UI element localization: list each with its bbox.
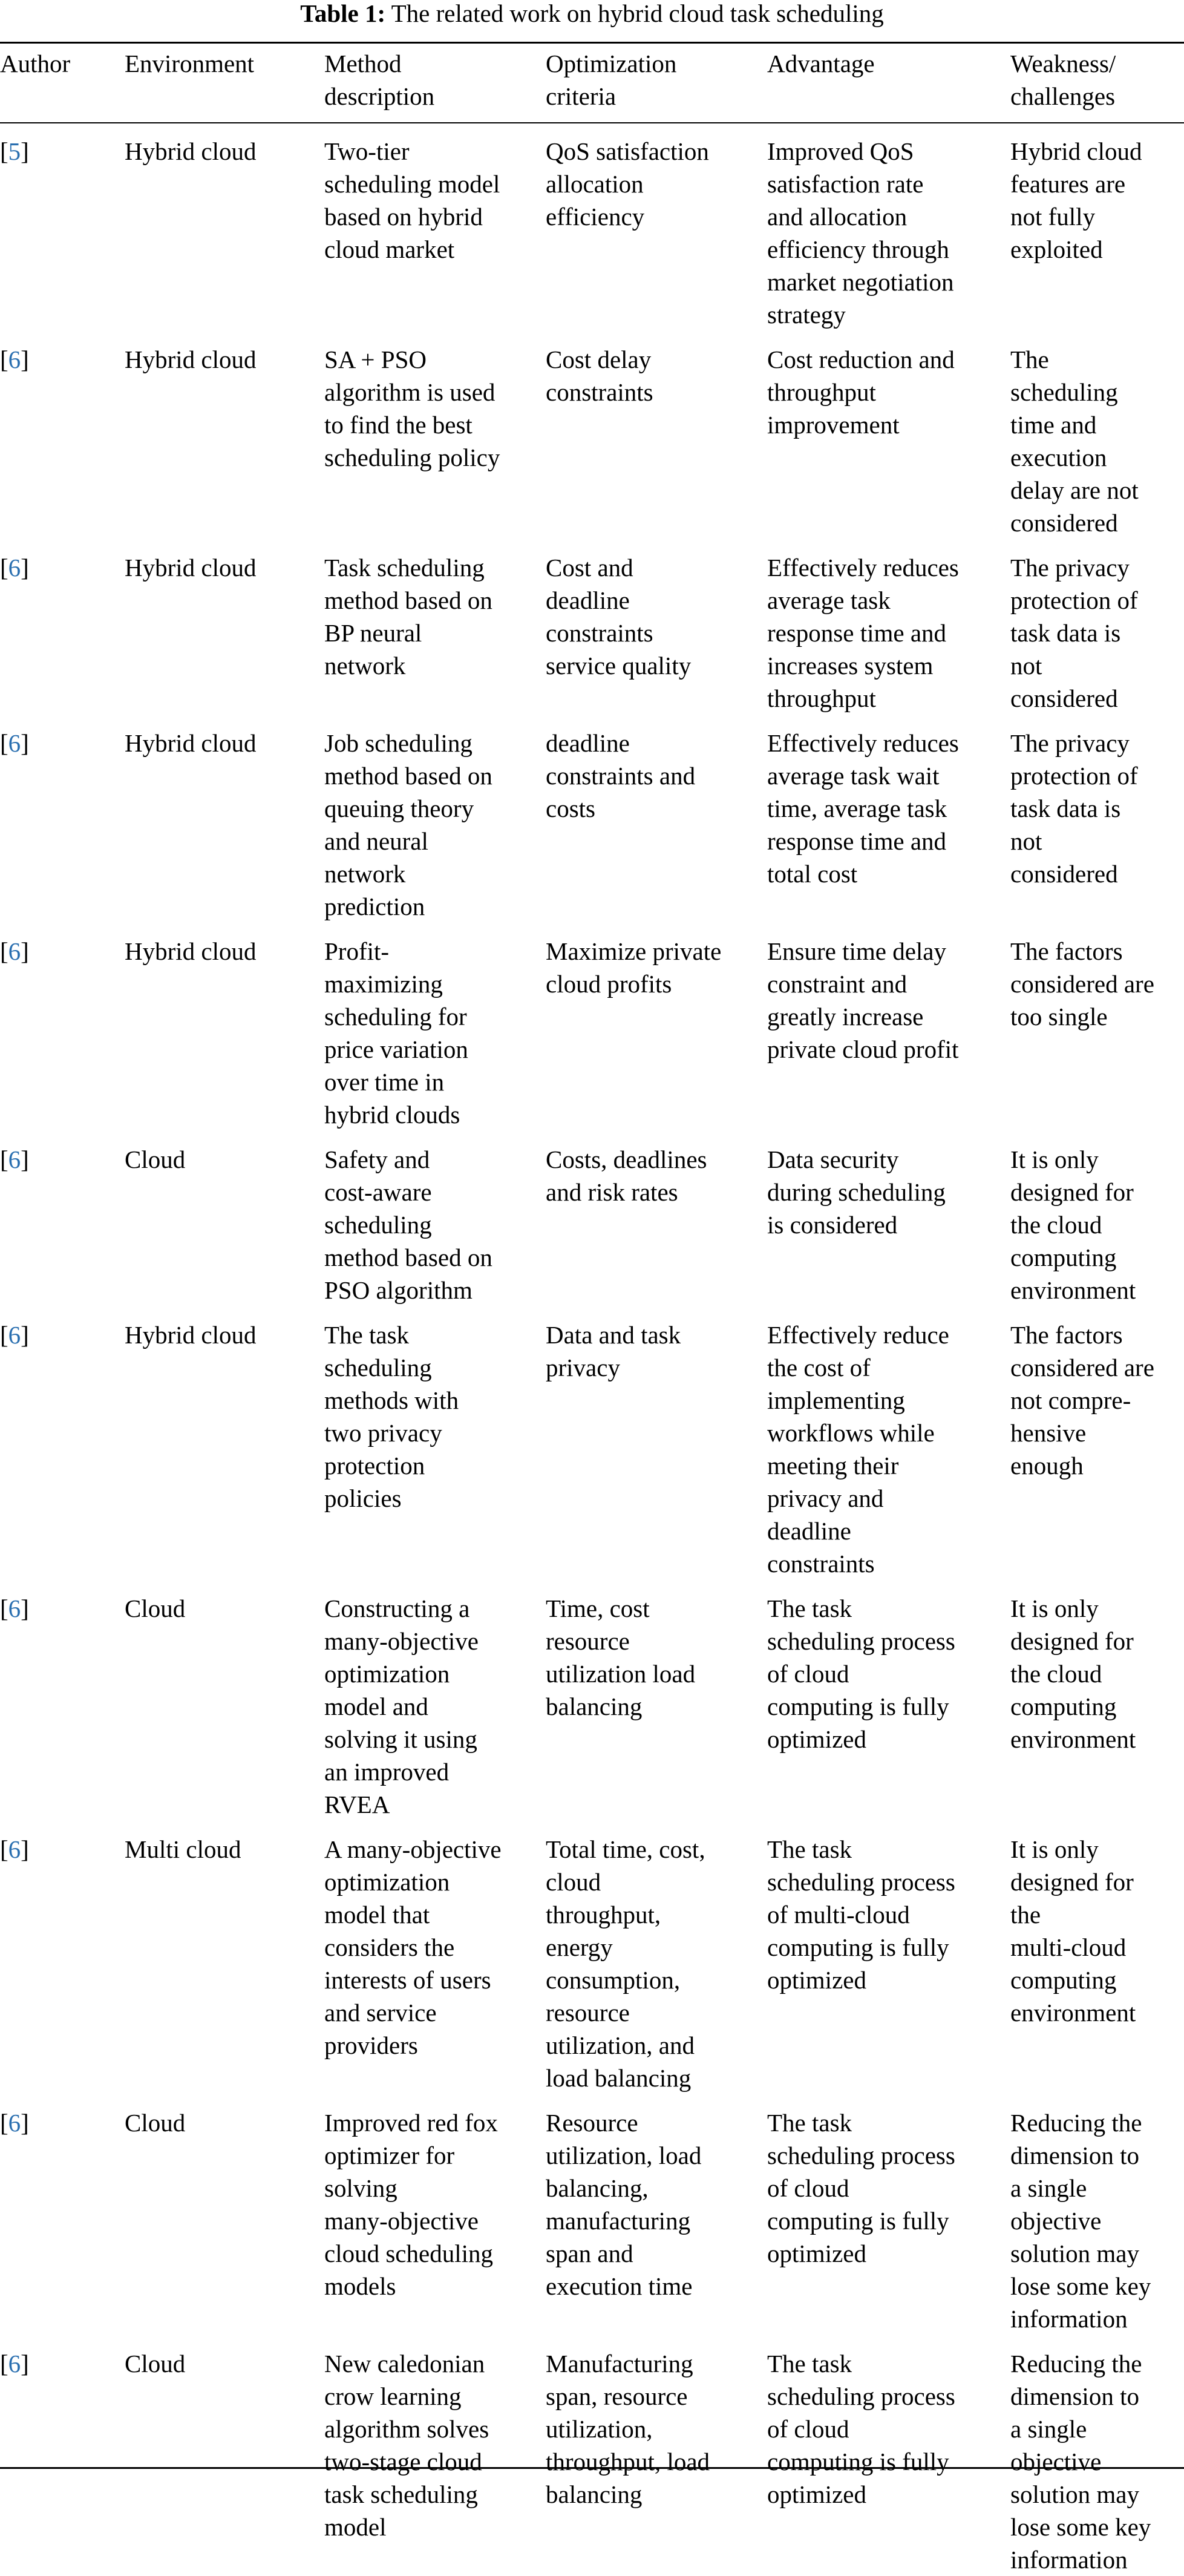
cell-advantage: Improved QoS satisfaction rate and allocation efficiency through market negotiation strategy — [767, 137, 954, 329]
reference-link[interactable]: 6 — [8, 1145, 21, 1173]
cell-advantage: Effectively reduce the cost of implementing workflows while meeting their privacy and deadline constraints — [767, 1321, 949, 1578]
cell-environment: Hybrid cloud — [125, 554, 257, 582]
cell-author: [6] — [0, 1835, 29, 1863]
header-criteria: Optimization criteria — [546, 50, 677, 110]
reference-link[interactable]: 6 — [8, 729, 21, 757]
cell-method: Two-tier scheduling model based on hybrid cloud market — [324, 137, 500, 263]
reference-link[interactable]: 6 — [8, 1321, 21, 1349]
cell-author: [6] — [0, 729, 29, 757]
cell-method: The task scheduling methods with two privacy protection policies — [324, 1321, 459, 1512]
header-author: Author — [0, 50, 71, 77]
cell-environment: Cloud — [125, 1594, 186, 1622]
cell-weakness: The privacy protection of task data is not considered — [1010, 729, 1138, 888]
cell-advantage: Cost reduction and throughput improvement — [767, 346, 955, 439]
cell-method: New caledonian crow learning algorithm solves two-stage cloud task scheduling model — [324, 2350, 489, 2541]
cell-weakness: The factors considered are not compre- hensive enough — [1010, 1321, 1154, 1480]
cell-advantage: Data security during scheduling is considered — [767, 1145, 946, 1239]
cell-weakness: The factors considered are too single — [1010, 937, 1154, 1031]
table-row — [0, 923, 1184, 1131]
cell-advantage: The task scheduling process of cloud computing is fully optimized — [767, 2109, 955, 2267]
table-row — [0, 539, 1184, 715]
cell-advantage: The task scheduling process of multi-cloud computing is fully optimized — [767, 1835, 955, 1994]
cell-method: SA + PSO algorithm is used to find the best scheduling policy — [324, 346, 500, 471]
cell-criteria: Time, cost resource utilization load balancing — [546, 1594, 696, 1720]
cell-method: Improved red fox optimizer for solving many-objective cloud scheduling models — [324, 2109, 498, 2300]
cell-environment: Hybrid cloud — [125, 1321, 257, 1349]
cell-environment: Hybrid cloud — [125, 137, 257, 165]
cell-weakness: Reducing the dimension to a single objective solution may lose some key information — [1010, 2350, 1151, 2574]
cell-criteria: Data and task privacy — [546, 1321, 681, 1381]
cell-criteria: Cost and deadline constraints service quality — [546, 554, 692, 680]
reference-link[interactable]: 6 — [8, 2109, 21, 2137]
cell-advantage: The task scheduling process of cloud computing is fully optimized — [767, 1594, 955, 1753]
table-header-row — [0, 44, 1184, 123]
cell-environment: Cloud — [125, 2109, 186, 2137]
cell-weakness: It is only designed for the cloud computing environment — [1010, 1594, 1136, 1753]
cell-weakness: The privacy protection of task data is not considered — [1010, 554, 1138, 712]
cell-environment: Hybrid cloud — [125, 729, 257, 757]
table-row — [0, 331, 1184, 539]
cell-environment: Hybrid cloud — [125, 346, 257, 373]
table-caption-label: Table 1: — [300, 0, 386, 27]
header-method: Method description — [324, 50, 435, 110]
cell-environment: Cloud — [125, 1145, 186, 1173]
header-environment: Environment — [125, 50, 255, 77]
table-row — [0, 2335, 1184, 2576]
cell-advantage: The task scheduling process of cloud computing is fully optimized — [767, 2350, 955, 2508]
reference-link[interactable]: 5 — [8, 137, 21, 165]
cell-criteria: Manufacturing span, resource utilization, throughput, load balancing — [546, 2350, 710, 2508]
reference-link[interactable]: 6 — [8, 2350, 21, 2378]
cell-weakness: It is only designed for the multi-cloud computing environment — [1010, 1835, 1136, 2027]
related-work-table — [0, 44, 1184, 2576]
header-weakness: Weakness/ challenges — [1010, 50, 1116, 110]
table-row — [0, 123, 1184, 331]
cell-author: [6] — [0, 937, 29, 965]
cell-author: [5] — [0, 137, 29, 165]
cell-environment: Hybrid cloud — [125, 937, 257, 965]
reference-link[interactable]: 6 — [8, 346, 21, 373]
header-advantage: Advantage — [767, 50, 875, 77]
table-row — [0, 1821, 1184, 2094]
table-row — [0, 1580, 1184, 1821]
table-row — [0, 1131, 1184, 1306]
table-body — [0, 123, 1184, 2576]
table-row — [0, 715, 1184, 923]
cell-criteria: Maximize private cloud profits — [546, 937, 722, 998]
cell-author: [6] — [0, 1321, 29, 1349]
cell-method: Job scheduling method based on queuing theory and neural network prediction — [324, 729, 492, 920]
cell-criteria: Cost delay constraints — [546, 346, 653, 406]
cell-weakness: The scheduling time and execution delay are not considered — [1010, 346, 1139, 537]
cell-method: Constructing a many-objective optimization model and solving it using an improved RVEA — [324, 1594, 479, 1818]
cell-weakness: It is only designed for the cloud computing environment — [1010, 1145, 1136, 1304]
cell-advantage: Effectively reduces average task wait time, average task response time and total cost — [767, 729, 959, 888]
cell-environment: Multi cloud — [125, 1835, 241, 1863]
cell-criteria: Resource utilization, load balancing, manufacturing span and execution time — [546, 2109, 702, 2300]
cell-method: A many-objective optimization model that considers the interests of users and service providers — [324, 1835, 502, 2059]
cell-method: Task scheduling method based on BP neural network — [324, 554, 492, 680]
reference-link[interactable]: 6 — [8, 1835, 21, 1863]
cell-author: [6] — [0, 554, 29, 582]
reference-link[interactable]: 6 — [8, 1594, 21, 1622]
cell-author: [6] — [0, 1594, 29, 1622]
cell-weakness: Hybrid cloud features are not fully exploited — [1010, 137, 1142, 263]
cell-author: [6] — [0, 346, 29, 373]
table-row — [0, 1306, 1184, 1580]
cell-method: Safety and cost-aware scheduling method based on PSO algorithm — [324, 1145, 492, 1304]
table-row — [0, 2094, 1184, 2335]
cell-author: [6] — [0, 2109, 29, 2137]
table-caption — [0, 0, 1184, 25]
cell-advantage: Ensure time delay constraint and greatly increase private cloud profit — [767, 937, 959, 1063]
cell-criteria: deadline constraints and costs — [546, 729, 696, 822]
cell-criteria: QoS satisfaction allocation efficiency — [546, 137, 709, 231]
reference-link[interactable]: 6 — [8, 937, 21, 965]
table-caption-text: The related work on hybrid cloud task scheduling — [391, 0, 884, 27]
cell-author: [6] — [0, 2350, 29, 2378]
cell-method: Profit- maximizing scheduling for price variation over time in hybrid clouds — [324, 937, 468, 1129]
cell-advantage: Effectively reduces average task response time and increases system throughput — [767, 554, 959, 712]
cell-weakness: Reducing the dimension to a single objective solution may lose some key information — [1010, 2109, 1151, 2333]
reference-link[interactable]: 6 — [8, 554, 21, 582]
cell-environment: Cloud — [125, 2350, 186, 2378]
cell-author: [6] — [0, 1145, 29, 1173]
cell-criteria: Costs, deadlines and risk rates — [546, 1145, 707, 1206]
cell-criteria: Total time, cost, cloud throughput, energy consumption, resource utilization, and load balancing — [546, 1835, 705, 2092]
